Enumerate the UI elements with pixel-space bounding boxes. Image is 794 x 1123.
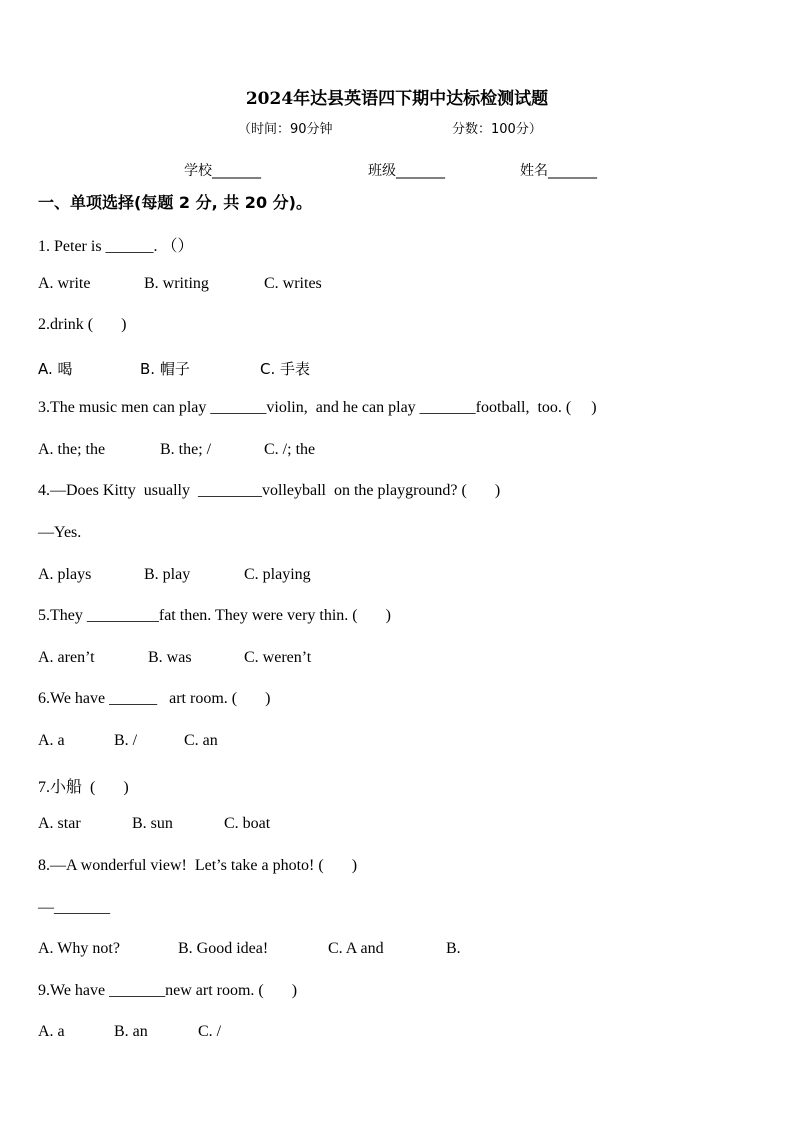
- q1-option-c: C. writes: [264, 275, 322, 292]
- q5-option-c: C. weren’t: [244, 649, 312, 666]
- q9-option-c: C. /: [198, 1023, 222, 1040]
- q3-option-b: B. the; /: [160, 441, 212, 458]
- q8-option-a: A. Why not?: [38, 940, 120, 957]
- q1-option-b: B. writing: [144, 275, 209, 292]
- q4-option-c: C. playing: [244, 566, 311, 583]
- q8-option-d: B.: [446, 940, 461, 957]
- question-8: 8.—A wonderful view! Let’s take a photo! ( ): [38, 857, 358, 874]
- q6-option-c: C. an: [184, 732, 218, 749]
- question-3: 3.The music men can play _______violin, and he can play _______football, too. ( ): [38, 399, 597, 416]
- q7-option-b: B. sun: [132, 815, 173, 832]
- question-6: 6.We have ______ art room. ( ): [38, 690, 271, 707]
- q5-option-a: A. aren’t: [38, 649, 95, 666]
- q5-option-b: B. was: [148, 649, 192, 666]
- question-4: 4.—Does Kitty usually ________volleyball on the playground? ( ): [38, 482, 501, 499]
- school-field: 学校_______: [184, 163, 261, 179]
- q3-option-a: A. the; the: [38, 441, 106, 458]
- section-heading: 一、单项选择(每题 2 分, 共 20 分)。: [38, 193, 312, 212]
- question-8-answer-line: —_______: [38, 899, 110, 916]
- q2-option-b: B. 帽子: [140, 360, 190, 378]
- q6-option-b: B. /: [114, 732, 138, 749]
- question-2: 2.drink ( ): [38, 316, 127, 333]
- question-1: 1. Peter is ______. （）: [38, 238, 194, 255]
- name-field: 姓名_______: [520, 163, 597, 179]
- question-9: 9.We have _______new art room. ( ): [38, 982, 298, 999]
- q9-option-a: A. a: [38, 1023, 65, 1040]
- q8-option-c: C. A and: [328, 940, 384, 957]
- q4-option-b: B. play: [144, 566, 191, 583]
- exam-title: 2024年达县英语四下期中达标检测试题: [245, 89, 549, 109]
- q3-option-c: C. /; the: [264, 441, 316, 458]
- q4-option-a: A. plays: [38, 566, 92, 583]
- q8-option-b: B. Good idea!: [178, 940, 269, 957]
- question-4-answer-line: —Yes.: [38, 524, 82, 541]
- q1-option-a: A. write: [38, 275, 91, 292]
- q6-option-a: A. a: [38, 732, 65, 749]
- exam-time: （时间：90分钟: [238, 122, 333, 137]
- q7-option-c: C. boat: [224, 815, 271, 832]
- question-5: 5.They _________fat then. They were very thin. ( ): [38, 607, 391, 624]
- exam-score: 分数：100分）: [452, 122, 542, 137]
- q7-option-a: A. star: [38, 815, 81, 832]
- q2-option-c: C. 手表: [260, 360, 311, 378]
- class-field: 班级_______: [368, 163, 445, 179]
- q9-option-b: B. an: [114, 1023, 148, 1040]
- q2-option-a: A. 喝: [38, 360, 73, 378]
- question-7: 7.小船 ( ): [38, 779, 129, 796]
